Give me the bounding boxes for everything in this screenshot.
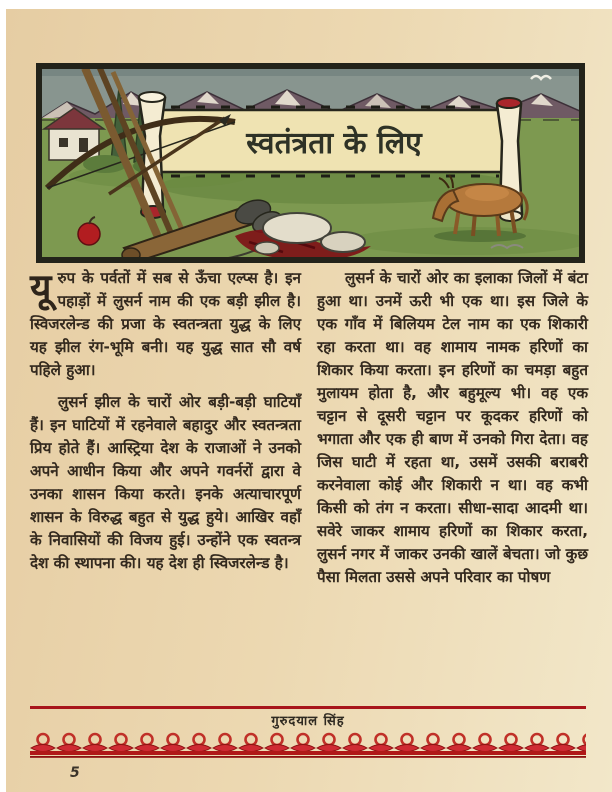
right-column xyxy=(317,267,588,589)
drop-cap: यू xyxy=(30,266,52,309)
decorative-border xyxy=(30,731,586,761)
decorative-border-canvas xyxy=(30,731,586,761)
left-column xyxy=(30,267,301,589)
illustration-canvas xyxy=(39,66,582,260)
article-body xyxy=(30,267,588,589)
footer-rule xyxy=(30,706,586,709)
paragraph-1 xyxy=(30,267,301,382)
book-page xyxy=(6,9,612,792)
chapter-illustration xyxy=(36,63,585,263)
banner-title: स्वतंत्रता के लिए xyxy=(246,126,422,161)
paragraph-1-text: रुप के पर्वतों में सब से ऊँचा एल्प्स है। इन पहाड़ों में लुसर्न नाम की एक बड़ी झील है। स्विजरलेन्ड की प्रजा के स्वतन्त्रता युद्ध के लिए यह झील रंग-भूमि बनी। यह युद्ध सात सौ वर्ष पहिले हुआ। xyxy=(30,269,301,379)
border-base-bar xyxy=(30,751,586,755)
border-base-line xyxy=(30,756,586,758)
author-byline: गुरुदयाल सिंह xyxy=(271,714,345,729)
paragraph-2: लुसर्न झील के चारों ओर बड़ी-बड़ी घाटियाँ हैं। इन घाटियों में रहनेवाले बहादुर और स्वतन्त्रता प्रिय होते हैं। आस्ट्रिया देश के राजाओं ने उनको अपने आधीन किया और अपने गवर्नरों द्वारा वे उनका शासन किया करते। इनके अत्याचारपूर्ण शासन के विरुद्ध बहुत से युद्ध हुये। आखिर वहाँ के निवासियों की विजय हुई। उन्होंने एक स्वतन्त्र देश की स्थापना की। यह देश ही स्विजरलेन्ड है। xyxy=(30,393,301,572)
paragraph-3: लुसर्न के चारों ओर का इलाका जिलों में बंटा हुआ था। उनमें ऊरी भी एक था। इस जिले के एक गाँव में बिलियम टेल नाम का एक शिकारी रहा करता था। वह शामाय नामक हरिणों का शिकार किया करता। इन हरिणों का चमड़ा बहुत मुलायम होता है, और बहुमूल्य भी। वह एक चट्टान से दूसरी चट्टान पर कूदकर हरिणों को भगाता और एक ही बाण में उनको गिरा देता। वह जिस घाटी में रहता था, उसमें उसकी बराबरी करनेवाला कोई और शिकारी न था। वह कभी किसी को तंग न करता। सीधा-सादा आदमी था। सवेरे जाकर शामाय हरिणों का शिकार करता, लुसर्न नगर में जाकर उनकी खालें बेचता। जो कुछ पैसा मिलता उससे अपने परिवार का पोषण xyxy=(317,269,588,586)
page-number: 5 xyxy=(70,765,80,781)
